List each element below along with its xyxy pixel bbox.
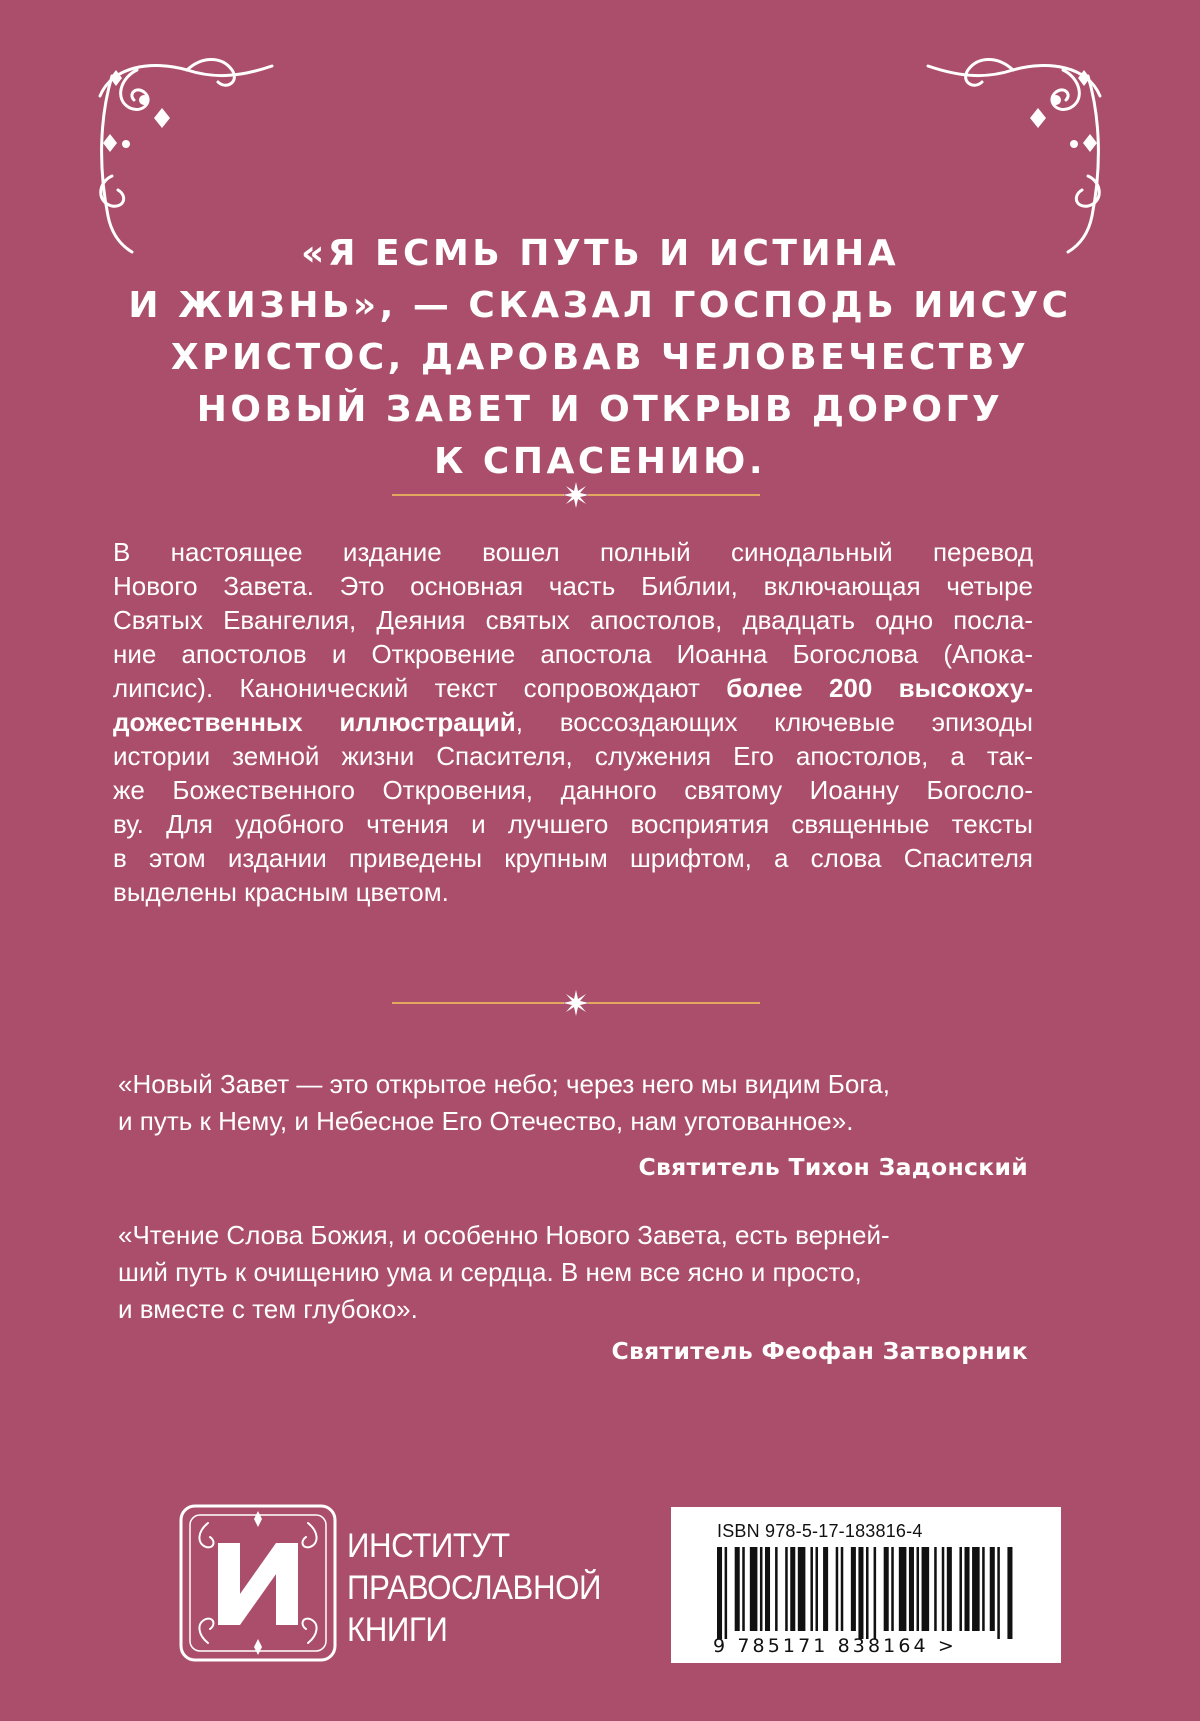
barcode-bar (790, 1547, 795, 1631)
divider-top (392, 480, 760, 510)
barcode-bar (823, 1547, 828, 1631)
quote-author: Святитель Тихон Задонский (638, 1153, 1028, 1181)
motto-line: К СПАСЕНИЮ. (433, 441, 767, 482)
description-line: липсис). Канонический текст сопровождают более 200 высокоху- (113, 673, 1033, 703)
description-paragraph (113, 535, 1033, 909)
publisher-name (347, 1525, 623, 1651)
description-line: выделены красным цветом. (113, 877, 449, 907)
corner-ornament-left-icon (92, 56, 282, 256)
barcode-bar (922, 1547, 930, 1631)
motto-line: «Я ЕСМЬ ПУТЬ И ИСТИНА (300, 233, 900, 274)
isbn-label: ISBN 978-5-17-183816-4 (717, 1521, 923, 1541)
description-line: Нового Завета. Это основная часть Библии, включающая четыре (113, 571, 1033, 601)
quote-author: Святитель Феофан Затворник (611, 1337, 1028, 1365)
star-icon (561, 480, 591, 510)
description-line: в этом издании приведены крупным шрифтом, а слова Спасителя (113, 843, 1033, 873)
barcode-bar (725, 1547, 728, 1639)
description-line: ву. Для удобного чтения и лучшего восприятия священные тексты (113, 809, 1033, 839)
quote-line: и вместе с тем глубоко». (118, 1294, 418, 1324)
barcode-bar (1007, 1547, 1012, 1639)
corner-ornament-right-icon (918, 56, 1108, 256)
barcode-icon (717, 1547, 1015, 1639)
barcode-bar (909, 1547, 914, 1631)
barcode-bar (990, 1547, 995, 1631)
description-line: ние апостолов и Откровение апостола Иоанна Богослова (Апока- (113, 639, 1033, 669)
isbn-digits: 9 785171 838164 > (713, 1635, 957, 1657)
description-line: Святых Евангелия, Деяния святых апостолов, двадцать одно посла- (113, 605, 1033, 635)
barcode-bar (841, 1547, 844, 1631)
quote-line: «Чтение Слова Божия, и особенно Нового Завета, есть верней- (118, 1220, 890, 1250)
barcode-bar (866, 1547, 869, 1639)
highlight-text: дожественных иллюстраций (113, 707, 516, 737)
publisher-line: ИНСТИТУТ (347, 1527, 510, 1565)
isbn-barcode-box (671, 1507, 1061, 1663)
barcode-bar (997, 1547, 1000, 1639)
quote-line: «Новый Завет — это открытое небо; через него мы видим Бога, (118, 1069, 890, 1099)
description-line: В настоящее издание вошел полный синодальный перевод (113, 537, 1033, 567)
highlight-text: более 200 высокоху- (726, 673, 1033, 703)
barcode-bar (735, 1547, 740, 1631)
barcode-bar (717, 1547, 722, 1639)
description-line: же Божественного Откровения, данного святому Иоанну Богосло- (113, 775, 1033, 805)
publisher-line: КНИГИ (347, 1611, 448, 1649)
barcode-bar (765, 1547, 770, 1631)
quote-line: ший путь к очищению ума и сердца. В нем все ясно и просто, (118, 1257, 862, 1287)
quote-block (118, 1217, 1038, 1328)
barcode-bar (798, 1547, 806, 1631)
barcode-bar (982, 1547, 985, 1631)
barcode-bar (775, 1547, 778, 1631)
barcode-bar (917, 1547, 920, 1631)
motto-line: И ЖИЗНЬ», — СКАЗАЛ ГОСПОДЬ ИИСУС (128, 285, 1072, 326)
barcode-bar (947, 1547, 952, 1631)
barcode-bar (959, 1547, 962, 1631)
barcode-bar (750, 1547, 758, 1631)
publisher-line: ПРАВОСЛАВНОЙ (347, 1569, 601, 1607)
barcode-bar (836, 1547, 839, 1631)
barcode-bar (851, 1547, 856, 1631)
barcode-bar (942, 1547, 945, 1631)
star-icon (561, 988, 591, 1018)
barcode-bar (760, 1547, 763, 1631)
barcode-bar (742, 1547, 745, 1631)
barcode-bar (785, 1547, 788, 1631)
quote-block (118, 1066, 1038, 1140)
publisher-logo-icon (178, 1503, 338, 1663)
barcode-bar (884, 1547, 889, 1631)
divider-middle (392, 988, 760, 1018)
motto-heading (0, 228, 1200, 488)
barcode-bar (964, 1547, 969, 1631)
barcode-bar (934, 1547, 937, 1631)
description-line: истории земной жизни Спасителя, служения Его апостолов, а так- (113, 741, 1033, 771)
barcode-bar (972, 1547, 980, 1631)
barcode-bar (810, 1547, 813, 1631)
barcode-bar (874, 1547, 877, 1639)
barcode-bar (858, 1547, 863, 1639)
description-line: дожественных иллюстраций, воссоздающих ключевые эпизоды (113, 707, 1033, 737)
motto-line: ХРИСТОС, ДАРОВАВ ЧЕЛОВЕЧЕСТВУ (170, 337, 1030, 378)
quote-line: и путь к Нему, и Небесное Его Отечество, нам уготованное». (118, 1106, 854, 1136)
barcode-bar (891, 1547, 894, 1631)
barcode-bar (899, 1547, 907, 1631)
barcode-bar (815, 1547, 818, 1631)
motto-line: НОВЫЙ ЗАВЕТ И ОТКРЫВ ДОРОГУ (196, 389, 1004, 430)
